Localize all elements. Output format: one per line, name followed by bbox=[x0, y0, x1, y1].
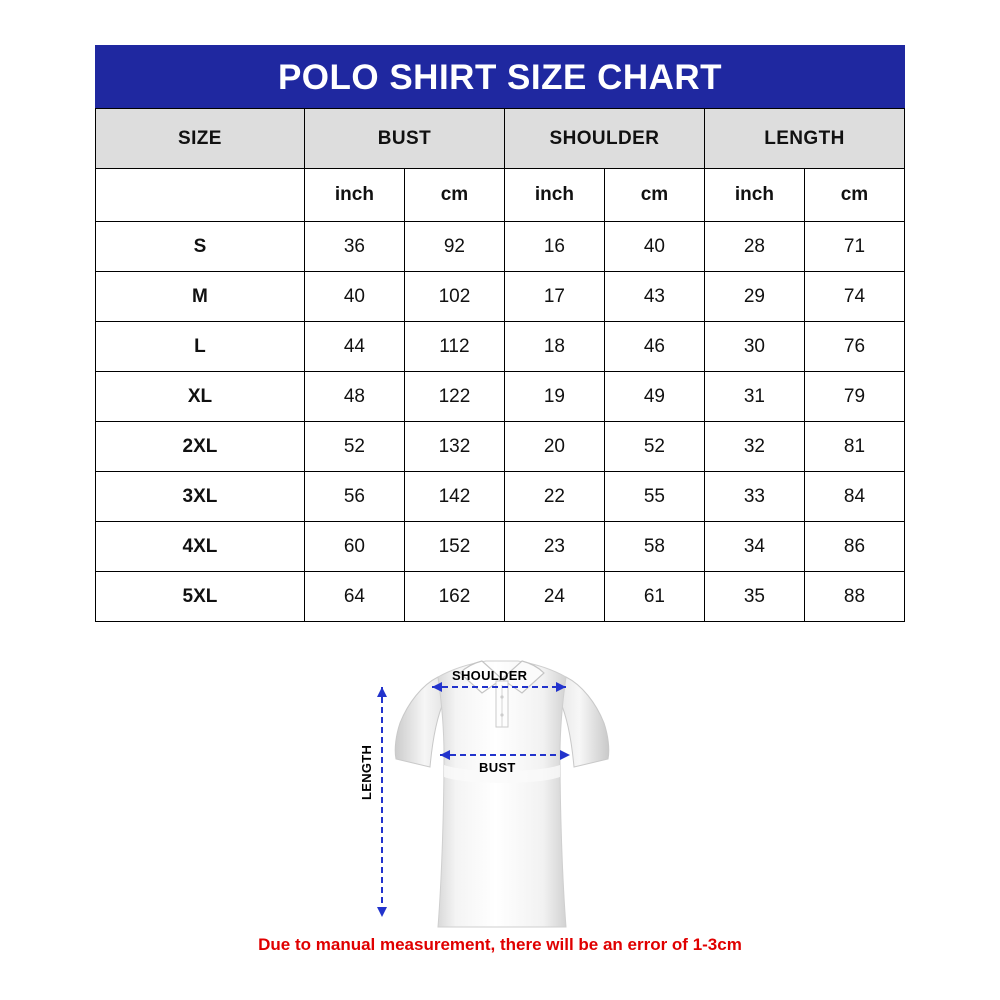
cell-shoulder-inch: 18 bbox=[504, 322, 604, 372]
unit-cell-shoulder-cm: cm bbox=[604, 169, 704, 222]
cell-bust-cm: 132 bbox=[404, 422, 504, 472]
table-row bbox=[96, 272, 905, 322]
label-length: LENGTH bbox=[359, 744, 374, 800]
cell-shoulder-inch: 22 bbox=[504, 472, 604, 522]
cell-shoulder-cm: 43 bbox=[604, 272, 704, 322]
table-row bbox=[96, 222, 905, 272]
unit-cell-bust-cm: cm bbox=[404, 169, 504, 222]
cell-size: 2XL bbox=[96, 422, 305, 472]
column-header-length: LENGTH bbox=[704, 109, 904, 169]
cell-size: M bbox=[96, 272, 305, 322]
cell-bust-cm: 162 bbox=[404, 572, 504, 622]
cell-size: L bbox=[96, 322, 305, 372]
table-header-row bbox=[96, 109, 905, 169]
cell-length-inch: 35 bbox=[704, 572, 804, 622]
cell-shoulder-cm: 61 bbox=[604, 572, 704, 622]
table-unit-row bbox=[96, 169, 905, 222]
cell-length-cm: 76 bbox=[804, 322, 904, 372]
cell-shoulder-inch: 24 bbox=[504, 572, 604, 622]
column-header-shoulder: SHOULDER bbox=[504, 109, 704, 169]
cell-bust-inch: 40 bbox=[304, 272, 404, 322]
cell-bust-inch: 60 bbox=[304, 522, 404, 572]
cell-length-inch: 31 bbox=[704, 372, 804, 422]
cell-length-cm: 86 bbox=[804, 522, 904, 572]
cell-bust-inch: 36 bbox=[304, 222, 404, 272]
cell-shoulder-cm: 46 bbox=[604, 322, 704, 372]
cell-size: 3XL bbox=[96, 472, 305, 522]
cell-bust-inch: 44 bbox=[304, 322, 404, 372]
cell-shoulder-cm: 40 bbox=[604, 222, 704, 272]
unit-cell-length-inch: inch bbox=[704, 169, 804, 222]
cell-length-cm: 81 bbox=[804, 422, 904, 472]
cell-shoulder-inch: 19 bbox=[504, 372, 604, 422]
cell-length-inch: 29 bbox=[704, 272, 804, 322]
size-chart-table bbox=[95, 108, 905, 622]
cell-bust-inch: 48 bbox=[304, 372, 404, 422]
table-row bbox=[96, 422, 905, 472]
cell-shoulder-cm: 58 bbox=[604, 522, 704, 572]
table-row bbox=[96, 322, 905, 372]
table-row bbox=[96, 372, 905, 422]
cell-bust-cm: 102 bbox=[404, 272, 504, 322]
label-bust: BUST bbox=[479, 760, 516, 775]
cell-length-cm: 79 bbox=[804, 372, 904, 422]
cell-bust-cm: 112 bbox=[404, 322, 504, 372]
cell-shoulder-cm: 55 bbox=[604, 472, 704, 522]
table-row bbox=[96, 522, 905, 572]
cell-bust-inch: 52 bbox=[304, 422, 404, 472]
cell-length-cm: 71 bbox=[804, 222, 904, 272]
cell-shoulder-inch: 16 bbox=[504, 222, 604, 272]
cell-shoulder-cm: 52 bbox=[604, 422, 704, 472]
cell-shoulder-cm: 49 bbox=[604, 372, 704, 422]
table-row bbox=[96, 572, 905, 622]
cell-bust-cm: 122 bbox=[404, 372, 504, 422]
cell-size: XL bbox=[96, 372, 305, 422]
cell-shoulder-inch: 23 bbox=[504, 522, 604, 572]
measurement-illustration bbox=[0, 625, 1000, 1000]
cell-bust-cm: 142 bbox=[404, 472, 504, 522]
unit-cell-blank bbox=[96, 169, 305, 222]
cell-bust-cm: 152 bbox=[404, 522, 504, 572]
cell-size: 4XL bbox=[96, 522, 305, 572]
cell-length-cm: 74 bbox=[804, 272, 904, 322]
cell-length-inch: 32 bbox=[704, 422, 804, 472]
column-header-size: SIZE bbox=[96, 109, 305, 169]
cell-shoulder-inch: 20 bbox=[504, 422, 604, 472]
cell-length-cm: 88 bbox=[804, 572, 904, 622]
cell-length-inch: 30 bbox=[704, 322, 804, 372]
unit-cell-shoulder-inch: inch bbox=[504, 169, 604, 222]
cell-length-cm: 84 bbox=[804, 472, 904, 522]
table-row bbox=[96, 472, 905, 522]
cell-length-inch: 34 bbox=[704, 522, 804, 572]
cell-bust-inch: 56 bbox=[304, 472, 404, 522]
cell-length-inch: 33 bbox=[704, 472, 804, 522]
label-shoulder: SHOULDER bbox=[452, 668, 528, 683]
measurement-note: Due to manual measurement, there will be an error of 1-3cm bbox=[258, 935, 742, 954]
size-chart bbox=[95, 45, 905, 622]
cell-bust-cm: 92 bbox=[404, 222, 504, 272]
cell-size: S bbox=[96, 222, 305, 272]
cell-size: 5XL bbox=[96, 572, 305, 622]
cell-length-inch: 28 bbox=[704, 222, 804, 272]
cell-shoulder-inch: 17 bbox=[504, 272, 604, 322]
column-header-bust: BUST bbox=[304, 109, 504, 169]
chart-title: POLO SHIRT SIZE CHART bbox=[95, 45, 905, 108]
unit-cell-bust-inch: inch bbox=[304, 169, 404, 222]
unit-cell-length-cm: cm bbox=[804, 169, 904, 222]
cell-bust-inch: 64 bbox=[304, 572, 404, 622]
